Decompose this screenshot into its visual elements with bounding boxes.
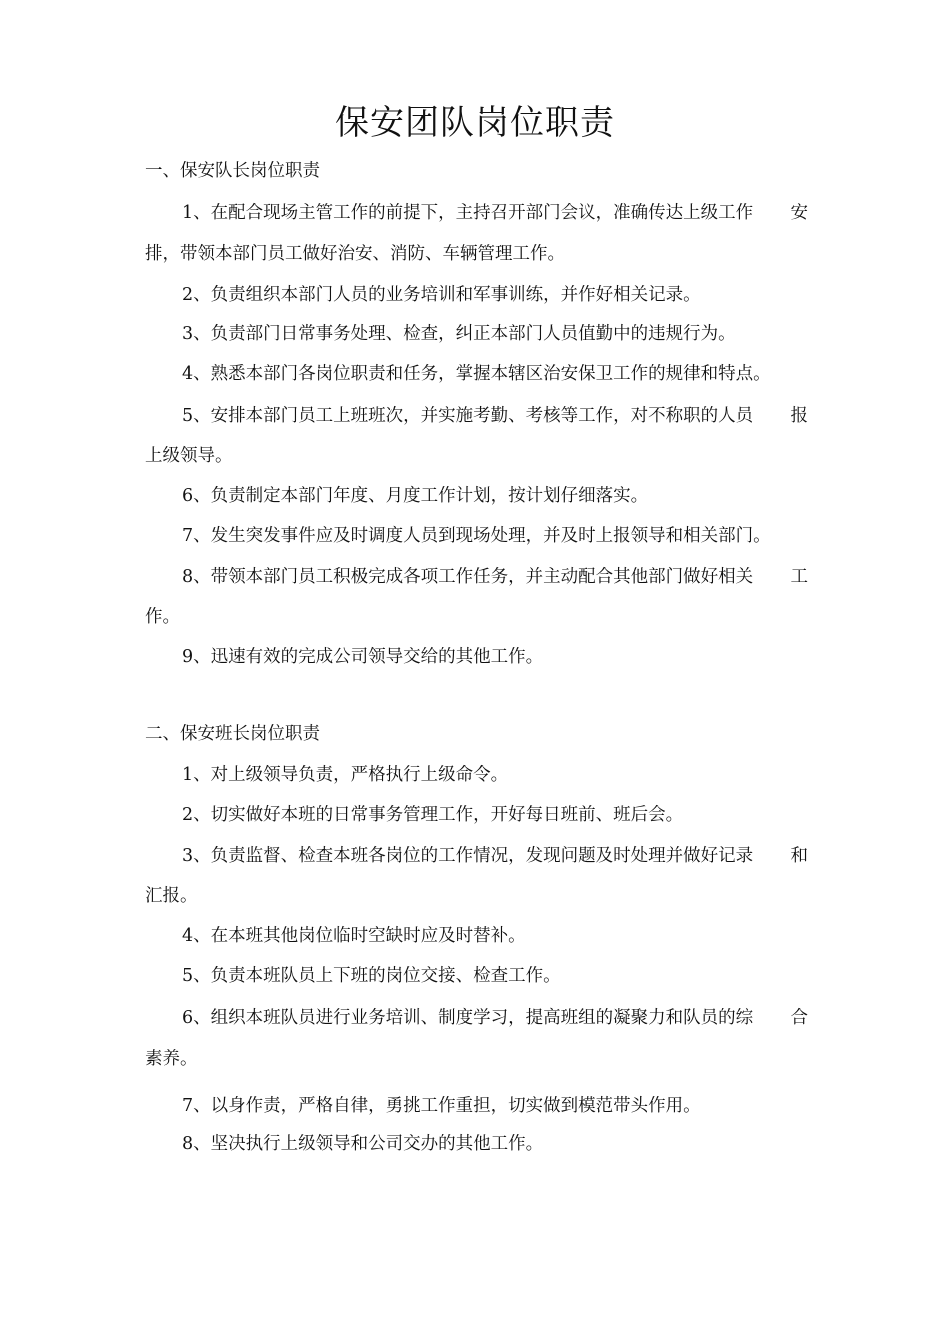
list-item-text-tail: 报 [790, 406, 808, 426]
list-item-text: 3、负责监督、检查本班各岗位的工作情况，发现问题及时处理并做好记录 [182, 846, 754, 866]
section-heading: 一、保安队长岗位职责 [145, 161, 320, 181]
list-item: 1、对上级领导负责，严格执行上级命令。 [182, 765, 509, 785]
list-item: 7、发生突发事件应及时调度人员到现场处理，并及时上报领导和相关部门。 [182, 526, 771, 546]
section-heading: 二、保安班长岗位职责 [145, 724, 320, 744]
list-item-continuation: 排，带领本部门员工做好治安、消防、车辆管理工作。 [145, 244, 565, 264]
list-item-continuation: 作。 [145, 607, 180, 627]
list-item: 2、负责组织本部门人员的业务培训和军事训练，并作好相关记录。 [182, 285, 701, 305]
list-item [182, 843, 808, 869]
list-item: 4、熟悉本部门各岗位职责和任务，掌握本辖区治安保卫工作的规律和特点。 [182, 364, 771, 384]
list-item-continuation: 素养。 [145, 1049, 198, 1069]
list-item-text: 6、组织本班队员进行业务培训、制度学习，提高班组的凝聚力和队员的综 [182, 1008, 754, 1028]
list-item-text: 8、带领本部门员工积极完成各项工作任务，并主动配合其他部门做好相关 [182, 567, 754, 587]
list-item: 3、负责部门日常事务处理、检查，纠正本部门人员值勤中的违规行为。 [182, 324, 736, 344]
list-item-text-tail: 工 [790, 567, 808, 587]
list-item: 4、在本班其他岗位临时空缺时应及时替补。 [182, 926, 526, 946]
list-item: 5、负责本班队员上下班的岗位交接、检查工作。 [182, 966, 561, 986]
list-item [182, 200, 808, 226]
list-item-text-tail: 安 [790, 203, 808, 223]
list-item: 6、负责制定本部门年度、月度工作计划，按计划仔细落实。 [182, 486, 649, 506]
list-item [182, 564, 808, 590]
list-item-continuation: 上级领导。 [145, 446, 233, 466]
list-item [182, 403, 808, 429]
list-item [182, 1005, 808, 1031]
document-title: 保安团队岗位职责 [335, 103, 615, 143]
list-item: 9、迅速有效的完成公司领导交给的其他工作。 [182, 647, 544, 667]
list-item-text: 5、安排本部门员工上班班次，并实施考勤、考核等工作，对不称职的人员 [182, 406, 754, 426]
list-item-text-tail: 和 [790, 846, 808, 866]
list-item: 7、以身作责，严格自律，勇挑工作重担，切实做到模范带头作用。 [182, 1096, 701, 1116]
list-item-text-tail: 合 [790, 1008, 808, 1028]
list-item: 2、切实做好本班的日常事务管理工作，开好每日班前、班后会。 [182, 805, 684, 825]
list-item: 8、坚决执行上级领导和公司交办的其他工作。 [182, 1134, 544, 1154]
list-item-continuation: 汇报。 [145, 886, 198, 906]
list-item-text: 1、在配合现场主管工作的前提下，主持召开部门会议，准确传达上级工作 [182, 203, 754, 223]
